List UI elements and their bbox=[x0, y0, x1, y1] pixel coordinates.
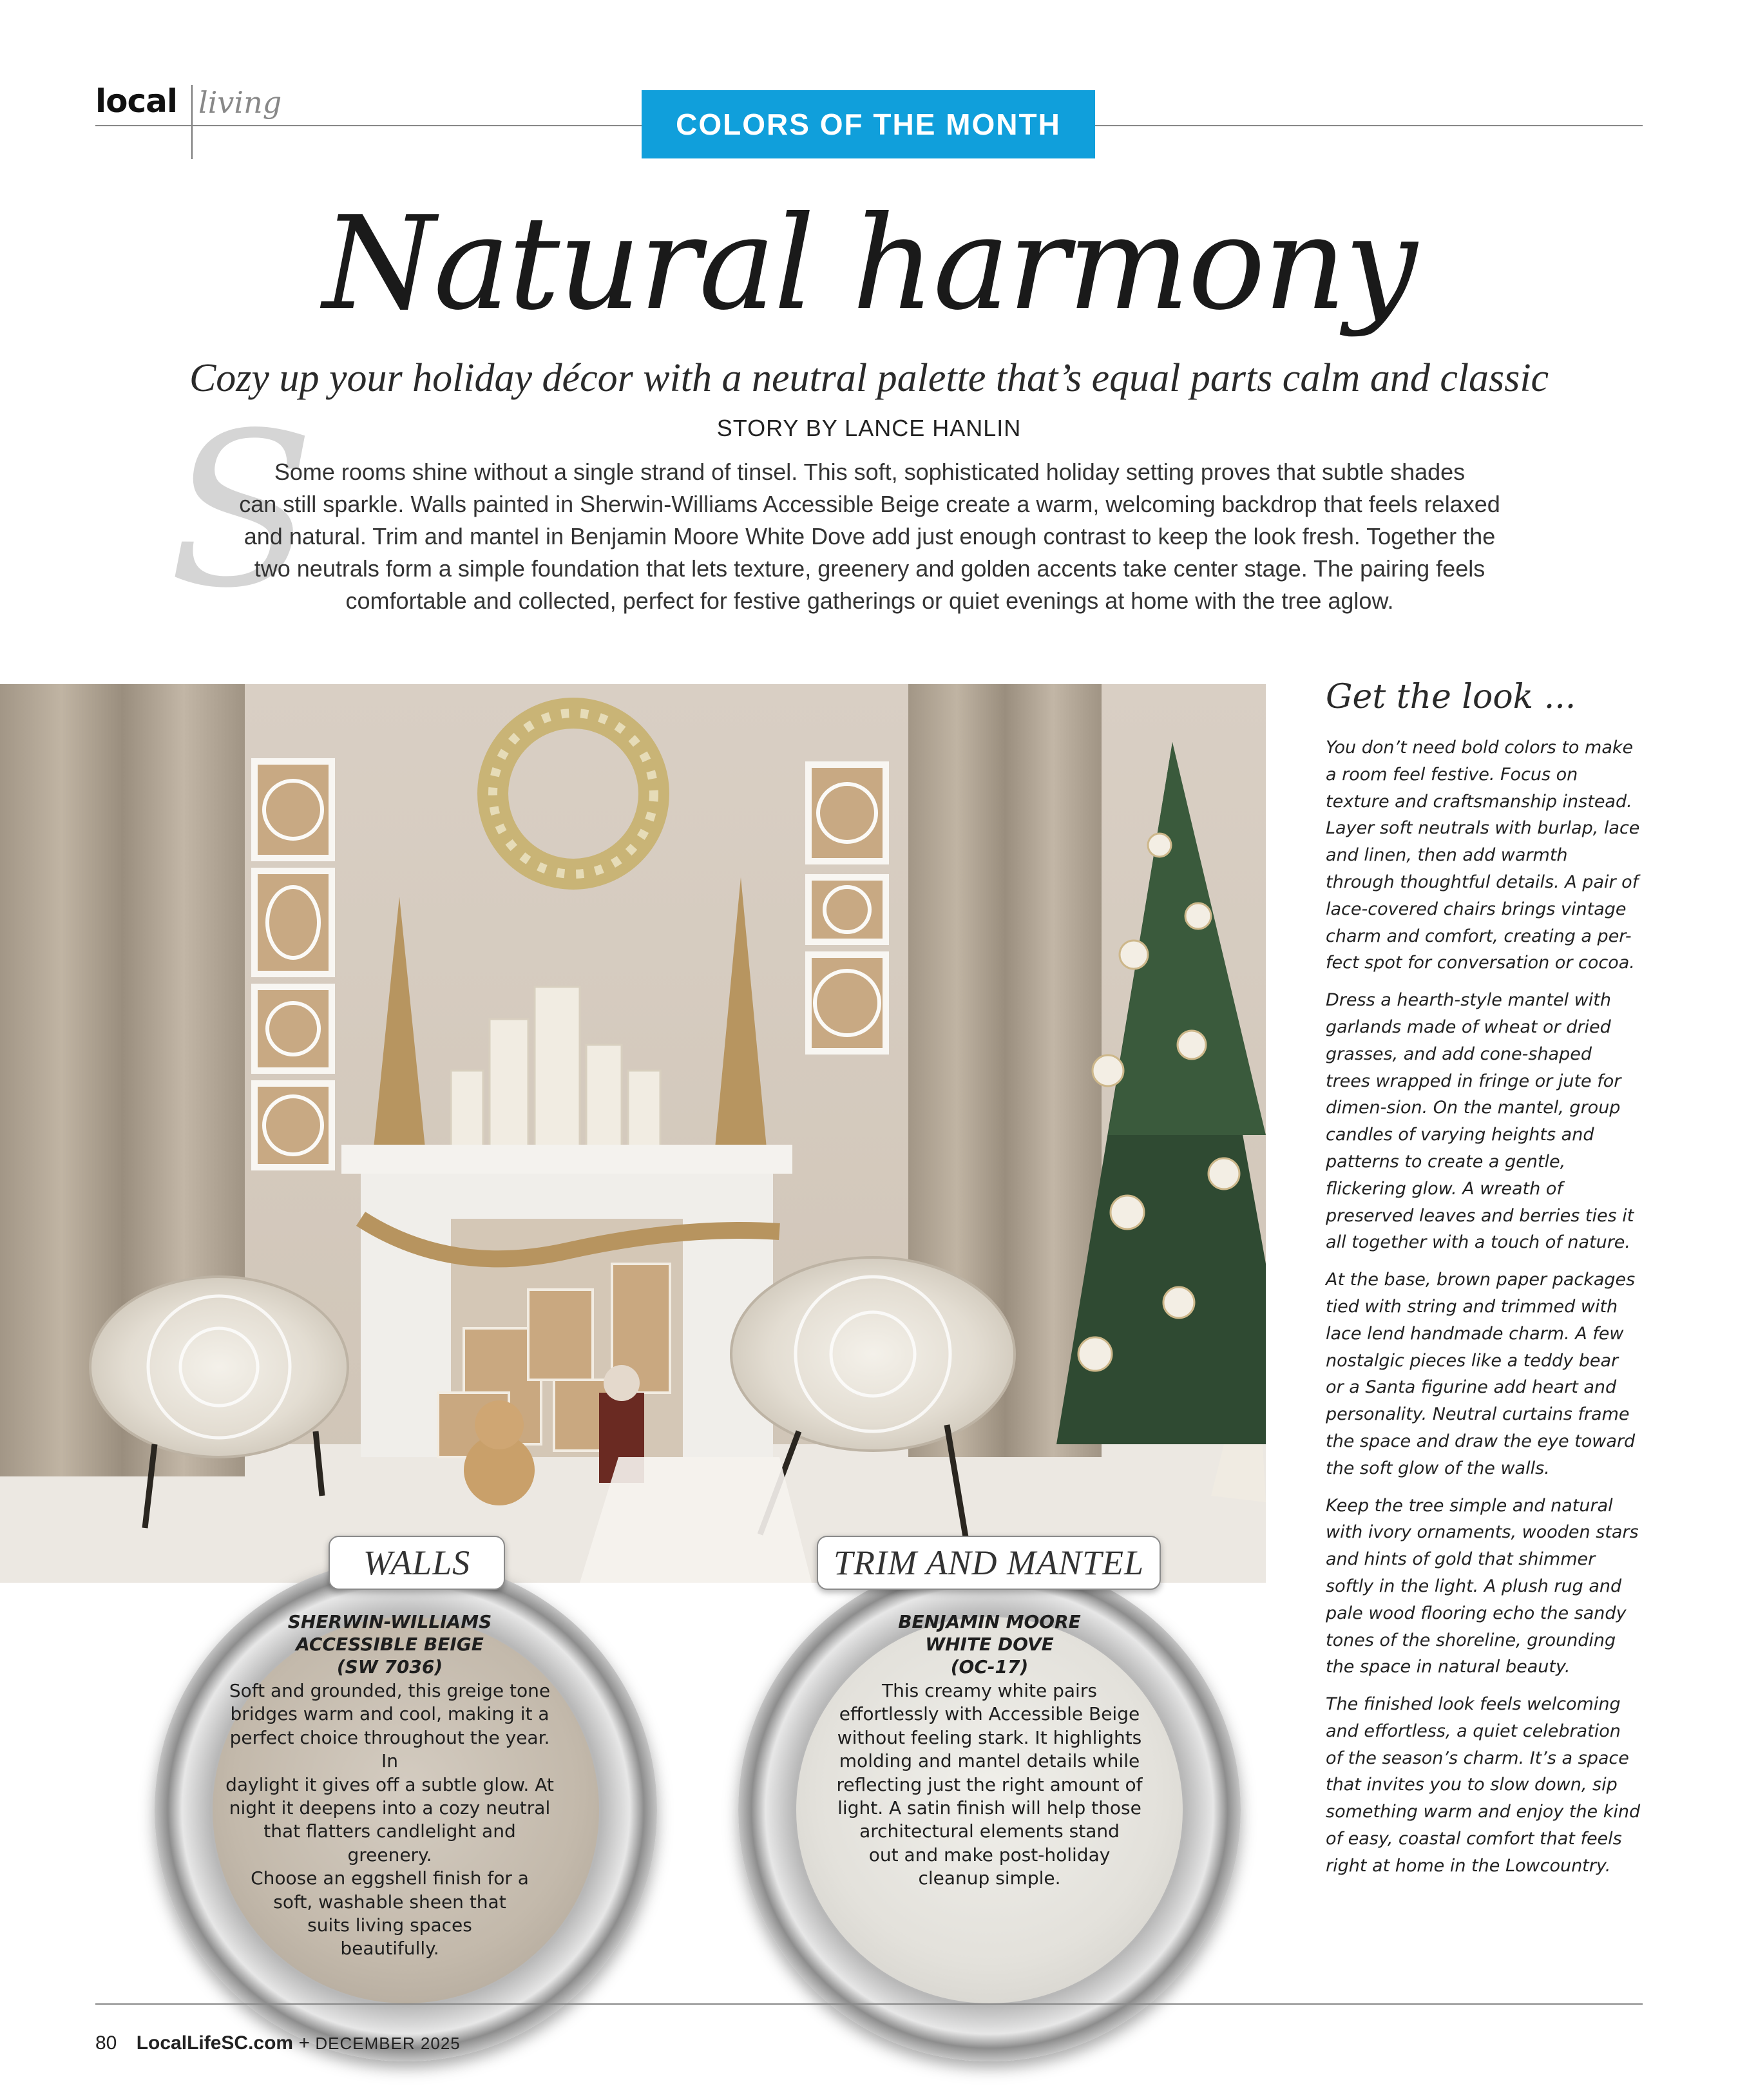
header-rule bbox=[95, 125, 643, 126]
footer-issue: DECEMBER 2025 bbox=[315, 2034, 461, 2053]
intro-line: and natural. Trim and mantel in Benjamin Moore White Dove add just enough contrast to keep the look fresh. Together the bbox=[244, 523, 1496, 549]
header-rule bbox=[1095, 125, 1643, 126]
paint-body-line: Soft and grounded, this greige tone bbox=[229, 1680, 551, 1701]
section-badge: COLORS OF THE MONTH bbox=[642, 90, 1095, 158]
paint-body-line: Choose an eggshell finish for a bbox=[251, 1867, 529, 1889]
paint-body bbox=[225, 1679, 554, 1961]
footer-site: LocalLifeSC.com bbox=[136, 2032, 294, 2054]
paint-body-line: soft, washable sheen that bbox=[273, 1891, 506, 1913]
footer-separator: + bbox=[298, 2032, 310, 2054]
intro-line: comfortable and collected, perfect for festive gatherings or quiet evenings at home with the tree aglow. bbox=[345, 587, 1394, 614]
paint-body-line: suits living spaces bbox=[307, 1914, 472, 1936]
paint-body bbox=[822, 1679, 1157, 1891]
trim-description bbox=[822, 1610, 1157, 1891]
page-number: 80 bbox=[95, 2032, 117, 2054]
footer bbox=[95, 2032, 461, 2054]
walls-description bbox=[225, 1610, 554, 1961]
paint-body-line: cleanup simple. bbox=[918, 1867, 1061, 1889]
paint-body-line: out and make post-holiday bbox=[868, 1844, 1111, 1866]
sidebar-paragraph: Dress a hearth-style mantel with garlands made of wheat or dried grasses, and add cone-shaped trees wrapped in fringe or jute for dimen-sion. On the mantel, group candles of varying heights and patterns to create a gentle, flickering glow. A wreath of preserved leaves and berries ties it all together with a touch of nature. bbox=[1326, 990, 1634, 1253]
brand-divider bbox=[191, 85, 193, 159]
paint-body-line: bridges warm and cool, making it a bbox=[230, 1703, 549, 1725]
sidebar-body bbox=[1326, 734, 1641, 1890]
intro-line: Some rooms shine without a single strand of tinsel. This soft, sophisticated holiday setting proves that subtle shades bbox=[274, 459, 1466, 485]
paint-body-line: without feeling stark. It highlights bbox=[837, 1726, 1142, 1748]
paint-body-line: effortlessly with Accessible Beige bbox=[839, 1703, 1140, 1725]
paint-body-line: daylight it gives off a subtle glow. At bbox=[225, 1773, 554, 1795]
paint-brand bbox=[822, 1610, 1157, 1678]
paint-body-line: perfect choice throughout the year. In bbox=[229, 1726, 550, 1772]
sidebar-paragraph: At the base, brown paper packages tied with string and trimmed with lace lend handmade charm. A few nostalgic pieces like a teddy bear or a Santa figurine add heart and personality. Neutral curtains frame the space and draw the eye toward the soft glow of the walls. bbox=[1326, 1270, 1636, 1478]
sidebar-heading: Get the look ... bbox=[1326, 678, 1576, 716]
paint-body-line: that flatters candlelight and greenery. bbox=[263, 1820, 516, 1866]
intro-line: two neutrals form a simple foundation that lets texture, greenery and golden accents take center stage. The pairing feels bbox=[254, 555, 1485, 582]
paint-code: (OC-17) bbox=[950, 1656, 1029, 1677]
paint-body-line: molding and mantel details while bbox=[839, 1750, 1140, 1772]
intro-line: can still sparkle. Walls painted in Sherwin-Williams Accessible Beige create a warm, welcoming backdrop that feels relaxed bbox=[239, 491, 1500, 517]
intro-paragraph bbox=[193, 456, 1546, 617]
paint-body-line: light. A satin finish will help those bbox=[837, 1797, 1141, 1819]
brand-living: living bbox=[198, 85, 282, 120]
paint-body-line: night it deepens into a cozy neutral bbox=[229, 1797, 551, 1819]
paint-brand bbox=[225, 1610, 554, 1678]
paint-body-line: beautifully. bbox=[340, 1938, 439, 1960]
room-photo bbox=[0, 684, 1266, 1583]
brand-local: local bbox=[95, 82, 178, 120]
subtitle: Cozy up your holiday décor with a neutral palette that’s equal parts calm and classic bbox=[189, 356, 1549, 400]
paint-body-line: architectural elements stand bbox=[859, 1820, 1120, 1842]
sidebar-paragraph: You don’t need bold colors to make a room feel festive. Focus on texture and craftsmanship instead. Layer soft neutrals with burlap, lace and linen, then add warmth through thoughtful details. A pair of lace-covered chairs brings vintage charm and comfort, creating a per-fect spot for conversation or cocoa. bbox=[1326, 738, 1640, 973]
footer-rule bbox=[95, 2003, 1643, 2005]
trim-label: TRIM AND MANTEL bbox=[817, 1536, 1161, 1590]
drop-cap: S bbox=[169, 387, 315, 635]
byline: STORY BY LANCE HANLIN bbox=[716, 415, 1022, 441]
sidebar-paragraph: The finished look feels welcoming and effortless, a quiet celebration of the season’s charm. It’s a space that invites you to slow down, sip something warm and enjoy the kind of easy, coastal comfort that feels right at home in the Lowcountry. bbox=[1326, 1694, 1641, 1876]
page-title: Natural harmony bbox=[322, 189, 1416, 339]
walls-label: WALLS bbox=[329, 1536, 505, 1590]
paint-body-line: reflecting just the right amount of bbox=[836, 1773, 1143, 1795]
paint-code: (SW 7036) bbox=[336, 1656, 443, 1677]
sidebar-paragraph: Keep the tree simple and natural with ivory ornaments, wooden stars and hints of gold that shimmer softly in the light. A plush rug and pale wood flooring echo the sandy tones of the shoreline, grounding the space in natural beauty. bbox=[1326, 1495, 1639, 1677]
paint-brand-line: SHERWIN-WILLIAMS bbox=[287, 1611, 492, 1632]
paint-brand-line: ACCESSIBLE BEIGE bbox=[296, 1634, 484, 1655]
paint-brand-line: BENJAMIN MOORE bbox=[898, 1611, 1081, 1632]
paint-body-line: This creamy white pairs bbox=[882, 1680, 1097, 1701]
paint-brand-line: WHITE DOVE bbox=[925, 1634, 1054, 1655]
